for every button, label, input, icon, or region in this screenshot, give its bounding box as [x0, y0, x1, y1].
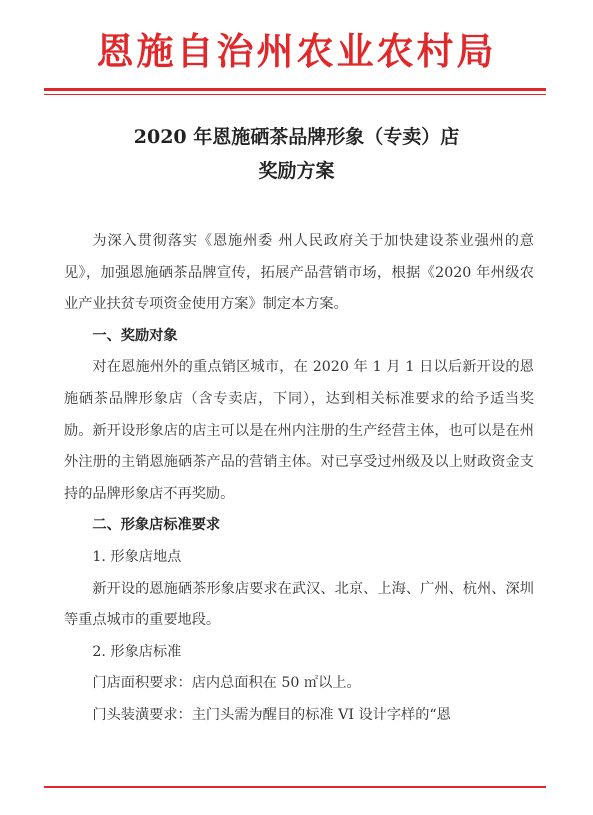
letterhead-rule-thin — [44, 94, 546, 95]
section1-heading: 一、奖励对象 — [92, 327, 178, 344]
section1-paragraph: 对在恩施州外的重点销区城市，在 2020 年 1 月 1 日以后新开设的恩施硒茶品牌形象店（含专卖店，下同），达到相关标准要求的给予适当奖励。新开设形象店的店主可以是在州内注册的生产经营主体，也可以是在州外注册的主销恩施硒茶产品的营销主体。对已享受过州级及以上财政资金支持的品牌形象店不再奖励。 — [64, 359, 534, 502]
area-requirement: 门店面积要求：店内总面积在 50 ㎡以上。 — [92, 675, 361, 692]
document-title-line1: 2020 年恩施硒茶品牌形象（专卖）店 — [133, 126, 460, 148]
document-body — [64, 226, 534, 732]
document-title-line2: 奖励方案 — [258, 160, 335, 182]
signage-requirement: 门头装潢要求：主门头需为醒目的标准 VI 设计字样的“恩 — [92, 706, 451, 723]
subsection1-paragraph: 新开设的恩施硒茶形象店要求在武汉、北京、上海、广州、杭州、深圳等重点城市的重要地段。 — [64, 580, 534, 629]
intro-paragraph: 为深入贯彻落实《恩施州委 州人民政府关于加快建设茶业强州的意见》，加强恩施硒茶品牌宣传，拓展产品营销市场，根据《2020 年州级农业产业扶贫专项资金使用方案》制定本方案。 — [64, 233, 534, 313]
org-letterhead: 恩施自治州农业农村局 — [96, 30, 497, 73]
section2-heading: 二、形象店标准要求 — [92, 517, 221, 534]
subsection1-heading: 1. 形象店地点 — [92, 548, 182, 565]
letterhead-rule-thick — [44, 88, 546, 91]
subsection2-heading: 2. 形象店标准 — [92, 643, 182, 660]
footer-rule — [44, 786, 546, 788]
